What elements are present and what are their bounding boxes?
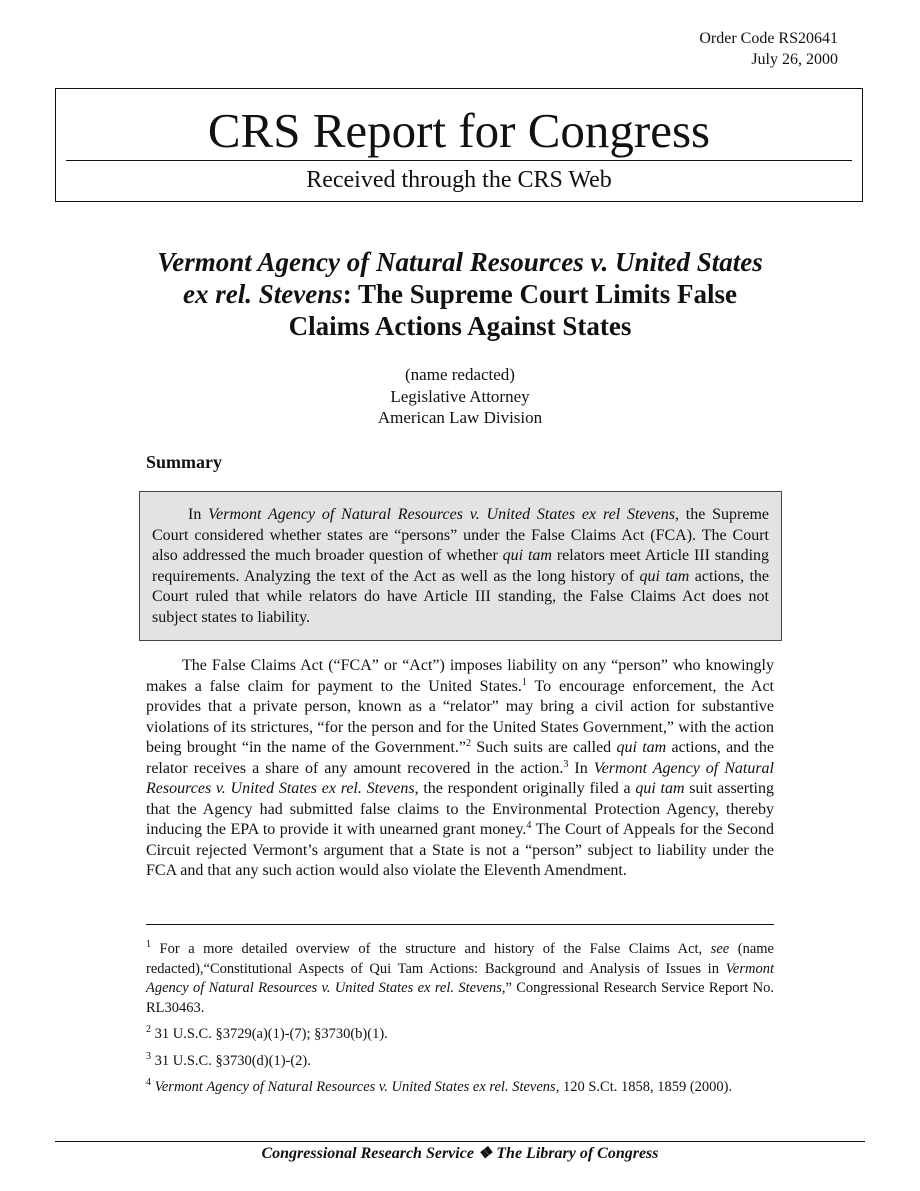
footnote-number: 1 [146, 939, 151, 950]
footnote-ref-4[interactable]: 4 [526, 820, 532, 831]
summary-case-name: Vermont Agency of Natural Resources v. United States ex rel Stevens [208, 506, 675, 523]
footnote-number: 3 [146, 1050, 151, 1062]
footnote-case-name: Vermont Agency of Natural Resources v. United States ex rel. Stevens [154, 1079, 556, 1095]
summary-term: qui tam [502, 547, 552, 564]
author-block [0, 364, 920, 429]
body-text [146, 656, 774, 882]
footnote-ref-2[interactable]: 2 [465, 738, 471, 749]
body-term: qui tam [616, 739, 667, 756]
body-text-run: actions, and the relator receives a share of any amount recovered in the action. [146, 739, 775, 777]
body-text-run: The False Claims Act (“FCA” or “Act”) imposes liability on any “person” who knowingly makes a false claim for payment to the United States. [146, 657, 774, 695]
body-text-run: The Court of Appeals for the Second Circuit rejected Vermont’s argument that a State is not a “person” subject to liability under the FCA and that any such action would also violate the Eleventh Amendment. [146, 821, 774, 879]
footnote-3 [146, 1052, 774, 1072]
footnote-text: For a more detailed overview of the structure and history of the False Claims Act, [151, 941, 711, 957]
body-term: qui tam [635, 780, 685, 797]
footnote-1 [146, 940, 774, 1018]
summary-text: In [188, 506, 209, 523]
summary-text: actions, the Court ruled that while relators do have Article III standing, the False Claims Act does not subject states to liability. [152, 567, 770, 626]
document-title-rest: : The Supreme Court Limits False Claims Actions Against States [288, 279, 737, 341]
footnote-ref-3[interactable]: 3 [563, 758, 569, 770]
summary-heading: Summary [146, 452, 222, 472]
document-title [146, 246, 774, 342]
footer-divider [55, 1141, 865, 1142]
summary-box [139, 491, 782, 641]
body-text-run: Such suits are called [470, 739, 617, 756]
footnote-text: (name redacted),“Constitutional Aspects of Qui Tam Actions: Background and Analysis of Issues in [146, 941, 774, 977]
body-text-run: , the respondent originally filed a [414, 780, 636, 797]
author-division: American Law Division [377, 408, 543, 427]
header-divider [66, 160, 852, 161]
footnote-text: , 120 S.Ct. 1858, 1859 (2000). [555, 1079, 733, 1095]
order-info [699, 28, 838, 70]
footnote-case-name: Vermont Agency of Natural Resources v. United States ex rel. Stevens [146, 960, 774, 996]
footnote-text: 31 U.S.C. §3729(a)(1)-(7); §3730(b)(1). [151, 1026, 388, 1042]
summary-paragraph [152, 505, 769, 628]
report-series-subtitle: Received through the CRS Web [306, 167, 612, 193]
body-case-name: Vermont Agency of Natural Resources v. United States ex rel. Stevens [146, 759, 774, 797]
footnote-4 [146, 1078, 774, 1098]
order-code: Order Code RS20641 [699, 30, 838, 47]
summary-text: relators meet Article III standing requirements. Analyzing the text of the Act as well as the long history of [152, 547, 770, 585]
footnote-text: ,” Congressional Research Service Report No. RL30463. [146, 980, 775, 1016]
body-paragraph [146, 656, 774, 882]
author-name: (name redacted) [405, 365, 515, 384]
body-text-run: In [568, 759, 594, 777]
report-series-title: CRS Report for Congress [207, 103, 711, 158]
footnote-divider [146, 924, 774, 925]
footnote-2 [146, 1025, 774, 1045]
author-role: Legislative Attorney [390, 386, 530, 406]
body-text-run: suit asserting that the Agency had submitted false claims to the Environmental Protection Agency, thereby inducing the EPA to provide it with unearned grant money. [146, 780, 774, 838]
body-text-run: To encourage enforcement, the Act provides that a private person, known as a “relator” may bring a civil action for substantive violations of its strictures, “for the person and for the United States Government,” with the action being brought “in the name of the Government.” [146, 677, 774, 756]
footnotes [146, 940, 774, 1105]
order-date: July 26, 2000 [751, 51, 838, 68]
footnote-number: 2 [146, 1024, 151, 1035]
footnote-ref-1[interactable]: 1 [521, 676, 527, 688]
summary-term: qui tam [639, 567, 690, 585]
summary-text: , the Supreme Court considered whether states are “persons” under the False Claims Act (FCA). The Court also addressed the much broader question of whether [152, 506, 770, 564]
footnote-signal: see [710, 941, 730, 957]
footnote-text: 31 U.S.C. §3730(d)(1)-(2). [151, 1052, 311, 1069]
document-title-case-name: Vermont Agency of Natural Resources v. United States ex rel. Stevens [157, 247, 763, 309]
report-header [55, 88, 863, 202]
page-footer: Congressional Research Service ❖ The Library of Congress [261, 1145, 659, 1162]
footnote-number: 4 [146, 1077, 151, 1088]
